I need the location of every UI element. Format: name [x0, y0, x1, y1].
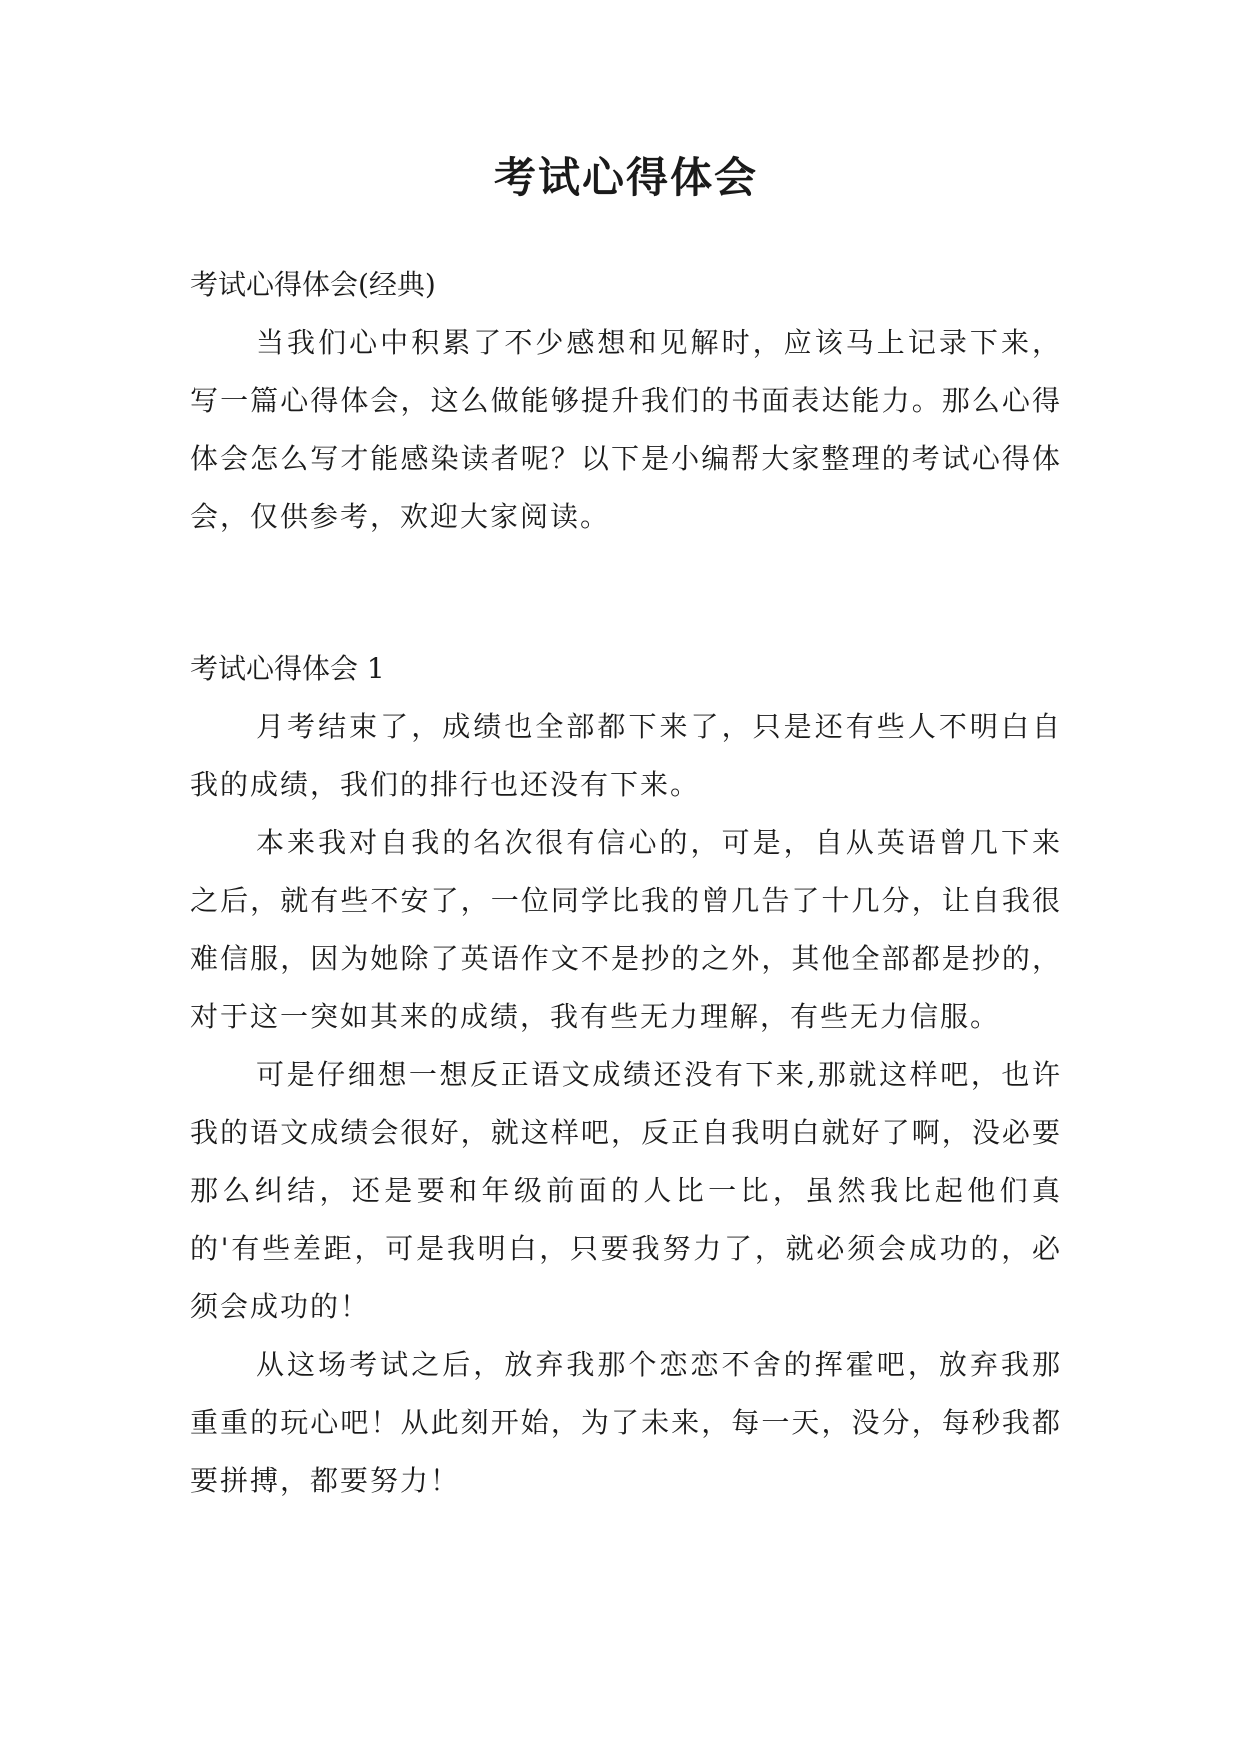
section-1-heading: 考试心得体会 1	[190, 652, 385, 685]
section-1	[190, 640, 1062, 1510]
intro-section	[190, 256, 1062, 546]
section-1-paragraph: 从这场考试之后，放弃我那个恋恋不舍的挥霍吧，放弃我那重重的玩心吧！从此刻开始，为了未来，每一天，没分，每秒我都要拼搏，都要努力！	[190, 1348, 1062, 1497]
intro-heading: 考试心得体会(经典)	[190, 268, 436, 301]
section-1-paragraph: 本来我对自我的名次很有信心的，可是，自从英语曾几下来之后，就有些不安了，一位同学比我的曾几告了十几分，让自我很难信服，因为她除了英语作文不是抄的之外，其他全部都是抄的，对于这一突如其来的成绩，我有些无力理解，有些无力信服。	[190, 826, 1062, 1033]
document-title: 考试心得体会	[493, 153, 758, 202]
section-1-paragraph: 月考结束了，成绩也全部都下来了，只是还有些人不明白自我的成绩，我们的排行也还没有下来。	[190, 710, 1062, 801]
section-1-paragraph: 可是仔细想一想反正语文成绩还没有下来,那就这样吧，也许我的语文成绩会很好，就这样吧，反正自我明白就好了啊，没必要那么纠结，还是要和年级前面的人比一比，虽然我比起他们真的'有些差距，可是我明白，只要我努力了，就必须会成功的，必须会成功的！	[190, 1058, 1062, 1323]
intro-paragraph: 当我们心中积累了不少感想和见解时，应该马上记录下来，写一篇心得体会，这么做能够提升我们的书面表达能力。那么心得体会怎么写才能感染读者呢？以下是小编帮大家整理的考试心得体会，仅供参考，欢迎大家阅读。	[190, 326, 1062, 533]
